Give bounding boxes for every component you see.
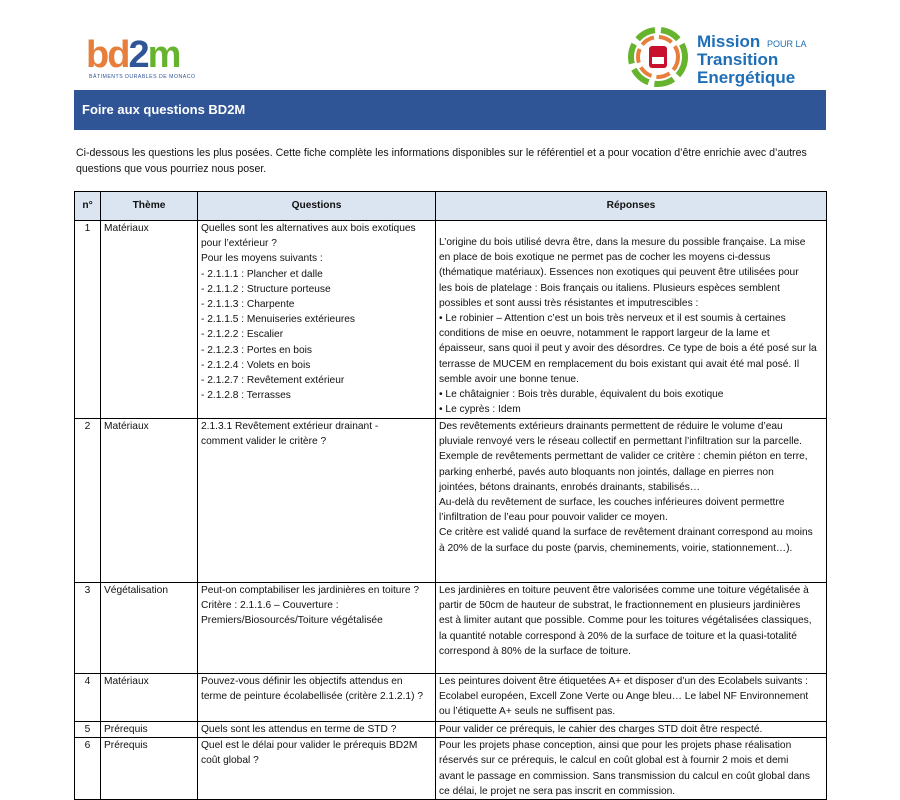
answer-line: avant le passage en commission. Sans transmission du calcul en coût global dans — [439, 770, 810, 782]
answer-line: Ecolabel européen, Excell Zone Verte ou Ange bleu… Le label NF Environnement — [439, 691, 809, 703]
row-question — [198, 674, 436, 722]
row-theme: Prérequis — [101, 738, 198, 800]
question-line: Quel est le délai pour valider le prérequis BD2M — [201, 740, 418, 752]
answer-line: Pour les projets phase conception, ainsi que pour les projets phase réalisation — [439, 740, 792, 752]
answer-line: Au-delà du revêtement de surface, les couches inférieures doivent permettre — [439, 497, 785, 509]
header-theme: Thème — [101, 192, 198, 221]
answer-line: conditions de mise en oeuvre, notamment le rapport largeur de la lame et — [439, 328, 770, 340]
answer-line: jointées, bétons drainants, enrobés drainants, stabilisés… — [439, 481, 701, 493]
pour-la-word: POUR LA — [767, 39, 807, 49]
answer-line: partir de 50cm de hauteur de substrat, le fractionnement en plusieurs jardinières — [439, 600, 801, 612]
question-line: comment valider le critère ? — [201, 436, 327, 448]
row-answer — [436, 419, 827, 583]
question-line: Pouvez-vous définir les objectifs attendus en — [201, 676, 403, 687]
answer-line: Ce critère est validé quand la surface de revêtement drainant correspond au moins — [439, 527, 813, 539]
row-answer — [436, 583, 827, 674]
row-answer — [436, 221, 827, 419]
bd2m-subtitle: BÂTIMENTS DURABLES DE MONACO — [89, 74, 196, 80]
answer-line: l’infiltration de l’eau pour pouvoir valider ce moyen. — [439, 512, 668, 524]
row-question — [198, 419, 436, 583]
question-line: Premiers/Biosourcés/Toiture végétalisée — [201, 615, 383, 627]
row-number: 3 — [75, 583, 101, 674]
header-answer: Réponses — [436, 192, 827, 221]
row-number: 1 — [75, 221, 101, 419]
answer-line: ou l’étiquette A+ seuls ne suffisent pas. — [439, 706, 616, 718]
intro-line: questions que vous pourriez nous poser. — [76, 163, 267, 175]
svg-text:bd2m: bd2m — [86, 34, 180, 76]
mission-emblem-icon — [631, 30, 685, 84]
row-number: 4 — [75, 674, 101, 722]
mission-transition-logo — [627, 26, 832, 90]
question-line: coût global ? — [201, 755, 259, 767]
table-row — [75, 674, 827, 722]
question-line: Peut-on comptabiliser les jardinières en toiture ? — [201, 585, 420, 596]
answer-line: • Le robinier – Attention c’est un bois très nerveux et il est soumis à certaines — [439, 313, 786, 325]
row-question — [198, 722, 436, 738]
header-num: n° — [75, 192, 101, 221]
row-number: 5 — [75, 722, 101, 738]
faq-table-body — [75, 221, 827, 800]
answer-line: parking enherbé, pavés auto bloquants non jointés, dallage en pierres non — [439, 466, 774, 478]
table-row — [75, 738, 827, 800]
question-line: terme de peinture écolabellisée (critère 2.1.2.1) ? — [201, 691, 423, 703]
page-title: Foire aux questions BD2M — [82, 102, 246, 117]
faq-table — [74, 191, 827, 800]
transition-word: Transition — [697, 50, 779, 69]
answer-line: pluviale renvoyé vers le réseau collectif en permettant l’infiltration sur la parcelle. — [439, 436, 802, 448]
answer-line: est à limiter autant que possible. Comme pour les toitures végétalisées classiques, — [439, 615, 812, 627]
answer-line: épaisseur, sans quoi il peut y avoir des désordres. Ce type de bois a été posé sur la — [439, 343, 817, 355]
question-line: Quels sont les attendus en terme de STD ? — [201, 724, 397, 735]
answer-line: à 20% de la surface du poste (parvis, cheminements, voirie, stationnement…). — [439, 542, 793, 554]
question-line: - 2.1.2.7 : Revêtement extérieur — [201, 375, 345, 387]
answer-line: ce délai, le projet ne sera pas inscrit en commission. — [439, 785, 676, 797]
row-question — [198, 221, 436, 419]
intro-line: Ci-dessous les questions les plus posées. Cette fiche complète les informations disponibles sur le référentiel et a pour vocation d’être enrichie avec d’autres — [76, 147, 807, 159]
question-line: - 2.1.2.3 : Portes en bois — [201, 344, 312, 356]
table-row — [75, 722, 827, 738]
question-line: Quelles sont les alternatives aux bois exotiques — [201, 223, 416, 234]
row-number: 6 — [75, 738, 101, 800]
question-line: Critère : 2.1.1.6 – Couverture : — [201, 600, 339, 612]
question-line: - 2.1.1.3 : Charpente — [201, 299, 295, 311]
answer-line: les bois de platelage : Bois français ou italiens. Plusieurs espèces semblent — [439, 282, 780, 294]
answer-line: (thématique matériaux). Essences non exotiques qui peuvent être utilisées pour — [439, 267, 799, 279]
question-line: 2.1.3.1 Revêtement extérieur drainant - — [201, 421, 379, 432]
answer-line: correspond à 80% de la surface de toiture. — [439, 645, 631, 657]
question-line: - 2.1.1.2 : Structure porteuse — [201, 283, 331, 295]
table-header-row — [75, 192, 827, 221]
row-question — [198, 583, 436, 674]
energetique-word: Energétique — [697, 68, 796, 87]
question-line: pour l’extérieur ? — [201, 238, 277, 250]
title-banner — [74, 90, 826, 130]
question-line: - 2.1.1.1 : Plancher et dalle — [201, 268, 323, 280]
question-line: - 2.1.2.8 : Terrasses — [201, 390, 291, 402]
answer-line: • Le châtaignier : Bois très durable, équivalent du bois exotique — [439, 389, 724, 401]
answer-line: • Le cyprès : Idem — [439, 404, 521, 416]
answer-line: en place de bois exotique ne permet pas de cocher les moyens ci-dessus — [439, 252, 771, 264]
row-theme: Matériaux — [101, 674, 198, 722]
answer-line: Des revêtements extérieurs drainants permettent de réduire le volume d’eau — [439, 421, 783, 432]
row-theme: Prérequis — [101, 722, 198, 738]
row-answer — [436, 722, 827, 738]
answer-line: réservés sur ce prérequis, le calcul en coût global est à fournir 2 mois et demi — [439, 755, 789, 767]
row-theme: Végétalisation — [101, 583, 198, 674]
answer-line: terrasse de MUCEM en remplacement du bois existant qui avait été mal posé. Il — [439, 358, 800, 370]
question-line: - 2.1.2.2 : Escalier — [201, 329, 284, 341]
answer-line: Pour valider ce prérequis, le cahier des charges STD doit être respecté. — [439, 724, 763, 735]
row-answer — [436, 738, 827, 800]
row-answer — [436, 674, 827, 722]
table-row — [75, 221, 827, 419]
answer-line: Exemple de revêtements permettant de valider ce critère : chemin piéton en terre, — [439, 451, 808, 463]
mission-word: Mission — [697, 32, 761, 51]
question-line: - 2.1.1.5 : Menuiseries extérieures — [201, 314, 356, 326]
row-theme: Matériaux — [101, 221, 198, 419]
answer-line: Les peintures doivent être étiquetées A+ et disposer d’un des Ecolabels suivants : — [439, 676, 808, 687]
answer-line: la quantité notable correspond à 20% de la surface de toiture et la quasi-totalité — [439, 630, 797, 642]
bd2m-logo — [86, 34, 231, 84]
row-question — [198, 738, 436, 800]
table-row — [75, 419, 827, 583]
question-line: - 2.1.2.4 : Volets en bois — [201, 359, 311, 371]
answer-line: semble avoir une bonne tenue. — [439, 373, 579, 385]
table-row — [75, 583, 827, 674]
row-theme: Matériaux — [101, 419, 198, 583]
answer-line: Les jardinières en toiture peuvent être valorisées comme une toiture végétalisée à — [439, 585, 809, 596]
question-line: Pour les moyens suivants : — [201, 253, 323, 265]
intro-paragraph — [76, 145, 826, 177]
answer-line: L’origine du bois utilisé devra être, dans la mesure du possible française. La mise — [439, 237, 806, 248]
header-question: Questions — [198, 192, 436, 221]
row-number: 2 — [75, 419, 101, 583]
answer-line: possibles et sont aussi très résistantes et imputrescibles : — [439, 297, 699, 309]
header — [0, 0, 900, 90]
